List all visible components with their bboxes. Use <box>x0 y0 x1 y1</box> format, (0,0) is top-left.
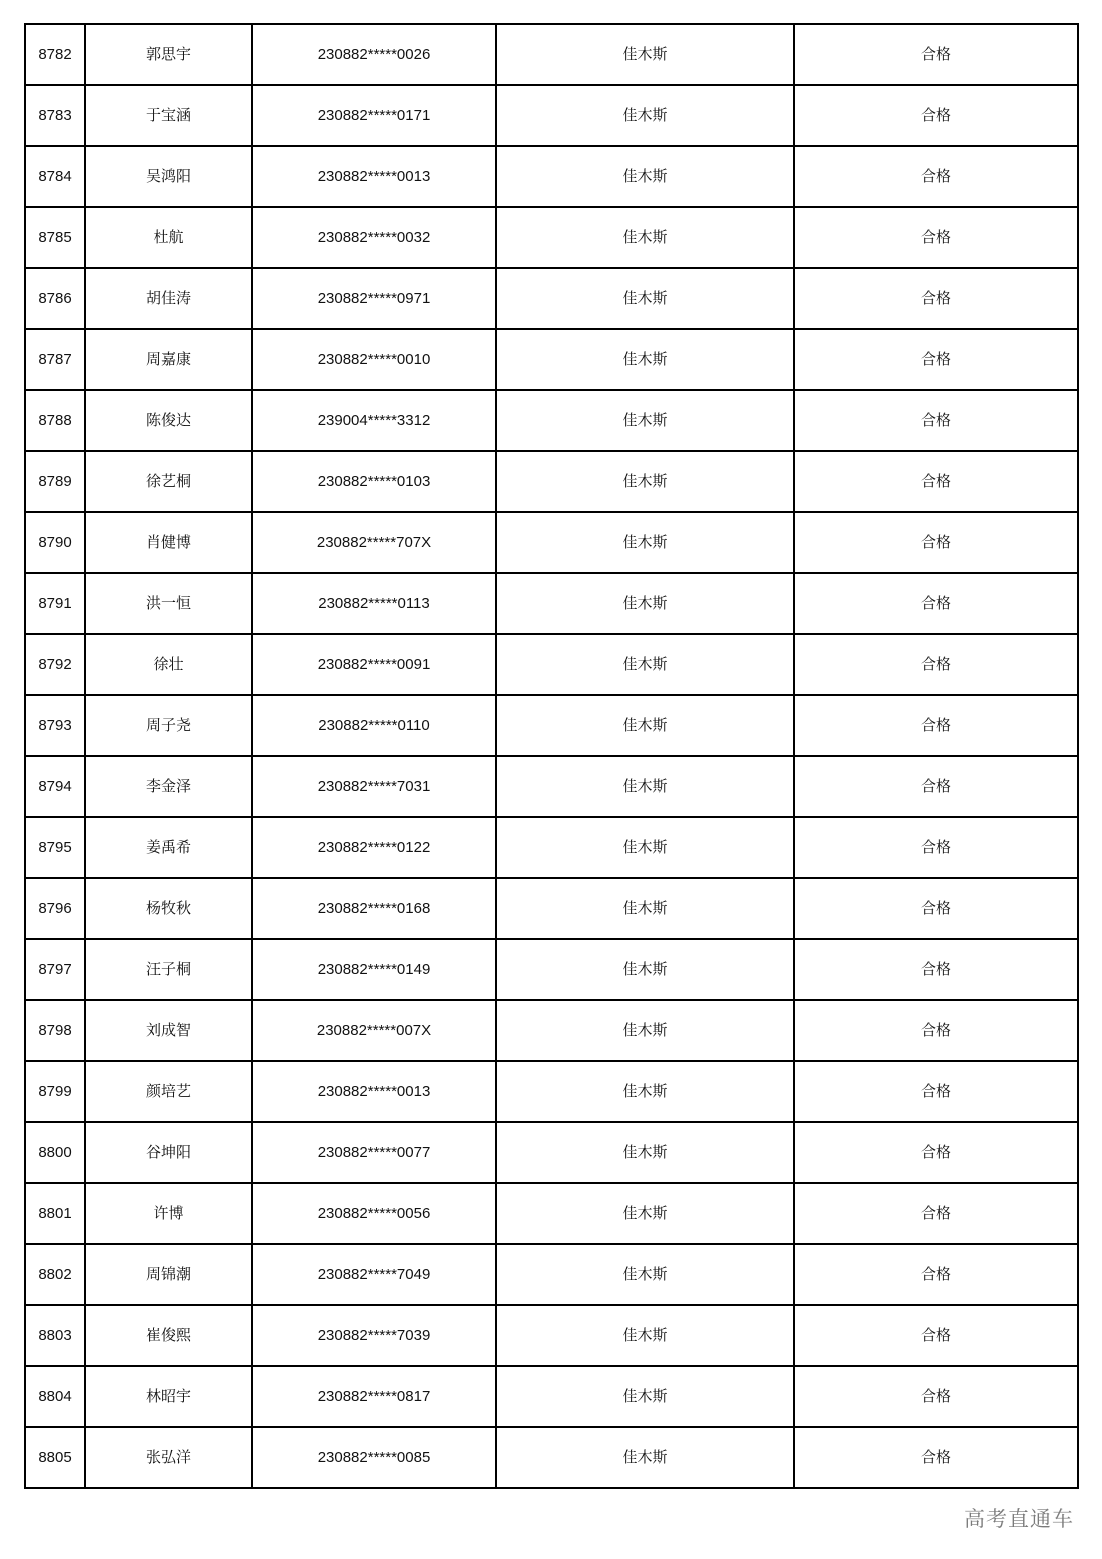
table-row <box>25 878 1078 939</box>
row-number-cell: 8796 <box>25 878 85 939</box>
id-number-cell: 230882*****0013 <box>252 146 496 207</box>
row-number-cell: 8804 <box>25 1366 85 1427</box>
name-cell: 颜培艺 <box>85 1061 252 1122</box>
city-cell: 佳木斯 <box>496 1244 794 1305</box>
id-number-cell: 230882*****7039 <box>252 1305 496 1366</box>
id-number-cell: 230882*****0817 <box>252 1366 496 1427</box>
result-cell: 合格 <box>794 1183 1078 1244</box>
id-number-cell: 230882*****0171 <box>252 85 496 146</box>
id-number-cell: 230882*****0013 <box>252 1061 496 1122</box>
city-cell: 佳木斯 <box>496 695 794 756</box>
id-number-cell: 230882*****0056 <box>252 1183 496 1244</box>
table-row <box>25 207 1078 268</box>
table-row <box>25 24 1078 85</box>
document-page <box>24 23 1077 1489</box>
result-cell: 合格 <box>794 1122 1078 1183</box>
id-number-cell: 230882*****0010 <box>252 329 496 390</box>
table-row <box>25 1244 1078 1305</box>
name-cell: 徐壮 <box>85 634 252 695</box>
table-row <box>25 512 1078 573</box>
result-cell: 合格 <box>794 85 1078 146</box>
row-number-cell: 8798 <box>25 1000 85 1061</box>
table-row <box>25 451 1078 512</box>
id-number-cell: 230882*****7049 <box>252 1244 496 1305</box>
name-cell: 周嘉康 <box>85 329 252 390</box>
id-number-cell: 230882*****0149 <box>252 939 496 1000</box>
table-row <box>25 695 1078 756</box>
row-number-cell: 8789 <box>25 451 85 512</box>
name-cell: 崔俊熙 <box>85 1305 252 1366</box>
name-cell: 汪子桐 <box>85 939 252 1000</box>
city-cell: 佳木斯 <box>496 939 794 1000</box>
city-cell: 佳木斯 <box>496 85 794 146</box>
table-row <box>25 1183 1078 1244</box>
city-cell: 佳木斯 <box>496 634 794 695</box>
result-cell: 合格 <box>794 878 1078 939</box>
id-number-cell: 230882*****0168 <box>252 878 496 939</box>
result-cell: 合格 <box>794 1000 1078 1061</box>
id-number-cell: 230882*****007X <box>252 1000 496 1061</box>
row-number-cell: 8801 <box>25 1183 85 1244</box>
row-number-cell: 8802 <box>25 1244 85 1305</box>
row-number-cell: 8783 <box>25 85 85 146</box>
result-cell: 合格 <box>794 329 1078 390</box>
result-cell: 合格 <box>794 1061 1078 1122</box>
result-cell: 合格 <box>794 390 1078 451</box>
id-number-cell: 239004*****3312 <box>252 390 496 451</box>
name-cell: 吴鸿阳 <box>85 146 252 207</box>
table-row <box>25 146 1078 207</box>
city-cell: 佳木斯 <box>496 878 794 939</box>
table-row <box>25 1427 1078 1488</box>
city-cell: 佳木斯 <box>496 512 794 573</box>
table-row <box>25 85 1078 146</box>
id-number-cell: 230882*****0110 <box>252 695 496 756</box>
table-row <box>25 329 1078 390</box>
row-number-cell: 8787 <box>25 329 85 390</box>
name-cell: 谷坤阳 <box>85 1122 252 1183</box>
id-number-cell: 230882*****0026 <box>252 24 496 85</box>
id-number-cell: 230882*****0122 <box>252 817 496 878</box>
row-number-cell: 8784 <box>25 146 85 207</box>
city-cell: 佳木斯 <box>496 1122 794 1183</box>
watermark-text: 高考直通车 <box>964 1507 1074 1531</box>
id-number-cell: 230882*****0091 <box>252 634 496 695</box>
name-cell: 姜禹希 <box>85 817 252 878</box>
table-body <box>25 24 1078 1488</box>
row-number-cell: 8786 <box>25 268 85 329</box>
result-cell: 合格 <box>794 1244 1078 1305</box>
row-number-cell: 8797 <box>25 939 85 1000</box>
row-number-cell: 8803 <box>25 1305 85 1366</box>
row-number-cell: 8785 <box>25 207 85 268</box>
result-cell: 合格 <box>794 207 1078 268</box>
city-cell: 佳木斯 <box>496 1000 794 1061</box>
city-cell: 佳木斯 <box>496 1061 794 1122</box>
name-cell: 李金泽 <box>85 756 252 817</box>
city-cell: 佳木斯 <box>496 146 794 207</box>
name-cell: 徐艺桐 <box>85 451 252 512</box>
name-cell: 洪一恒 <box>85 573 252 634</box>
city-cell: 佳木斯 <box>496 451 794 512</box>
row-number-cell: 8794 <box>25 756 85 817</box>
result-cell: 合格 <box>794 512 1078 573</box>
result-cell: 合格 <box>794 634 1078 695</box>
id-number-cell: 230882*****7031 <box>252 756 496 817</box>
city-cell: 佳木斯 <box>496 268 794 329</box>
name-cell: 于宝涵 <box>85 85 252 146</box>
result-cell: 合格 <box>794 1366 1078 1427</box>
name-cell: 周子尧 <box>85 695 252 756</box>
city-cell: 佳木斯 <box>496 756 794 817</box>
row-number-cell: 8788 <box>25 390 85 451</box>
table-row <box>25 1366 1078 1427</box>
row-number-cell: 8782 <box>25 24 85 85</box>
id-number-cell: 230882*****707X <box>252 512 496 573</box>
result-cell: 合格 <box>794 1305 1078 1366</box>
table-row <box>25 939 1078 1000</box>
city-cell: 佳木斯 <box>496 1183 794 1244</box>
result-cell: 合格 <box>794 451 1078 512</box>
result-cell: 合格 <box>794 1427 1078 1488</box>
table-row <box>25 1122 1078 1183</box>
row-number-cell: 8792 <box>25 634 85 695</box>
result-cell: 合格 <box>794 817 1078 878</box>
row-number-cell: 8791 <box>25 573 85 634</box>
result-cell: 合格 <box>794 146 1078 207</box>
name-cell: 刘成智 <box>85 1000 252 1061</box>
city-cell: 佳木斯 <box>496 329 794 390</box>
row-number-cell: 8793 <box>25 695 85 756</box>
name-cell: 周锦潮 <box>85 1244 252 1305</box>
result-cell: 合格 <box>794 756 1078 817</box>
row-number-cell: 8800 <box>25 1122 85 1183</box>
table-row <box>25 634 1078 695</box>
table-row <box>25 756 1078 817</box>
row-number-cell: 8795 <box>25 817 85 878</box>
table-row <box>25 1000 1078 1061</box>
city-cell: 佳木斯 <box>496 1427 794 1488</box>
result-cell: 合格 <box>794 268 1078 329</box>
id-number-cell: 230882*****0103 <box>252 451 496 512</box>
result-cell: 合格 <box>794 24 1078 85</box>
name-cell: 许博 <box>85 1183 252 1244</box>
city-cell: 佳木斯 <box>496 390 794 451</box>
city-cell: 佳木斯 <box>496 1366 794 1427</box>
table-row <box>25 268 1078 329</box>
row-number-cell: 8799 <box>25 1061 85 1122</box>
name-cell: 郭思宇 <box>85 24 252 85</box>
name-cell: 陈俊达 <box>85 390 252 451</box>
id-number-cell: 230882*****0032 <box>252 207 496 268</box>
qualification-table <box>24 23 1079 1489</box>
table-row <box>25 390 1078 451</box>
city-cell: 佳木斯 <box>496 817 794 878</box>
result-cell: 合格 <box>794 695 1078 756</box>
row-number-cell: 8805 <box>25 1427 85 1488</box>
name-cell: 张弘洋 <box>85 1427 252 1488</box>
row-number-cell: 8790 <box>25 512 85 573</box>
name-cell: 林昭宇 <box>85 1366 252 1427</box>
id-number-cell: 230882*****0077 <box>252 1122 496 1183</box>
table-row <box>25 817 1078 878</box>
result-cell: 合格 <box>794 573 1078 634</box>
city-cell: 佳木斯 <box>496 207 794 268</box>
name-cell: 肖健博 <box>85 512 252 573</box>
city-cell: 佳木斯 <box>496 1305 794 1366</box>
id-number-cell: 230882*****0085 <box>252 1427 496 1488</box>
table-row <box>25 573 1078 634</box>
city-cell: 佳木斯 <box>496 24 794 85</box>
table-row <box>25 1305 1078 1366</box>
table-row <box>25 1061 1078 1122</box>
name-cell: 杨牧秋 <box>85 878 252 939</box>
city-cell: 佳木斯 <box>496 573 794 634</box>
id-number-cell: 230882*****0971 <box>252 268 496 329</box>
result-cell: 合格 <box>794 939 1078 1000</box>
name-cell: 胡佳涛 <box>85 268 252 329</box>
id-number-cell: 230882*****0113 <box>252 573 496 634</box>
name-cell: 杜航 <box>85 207 252 268</box>
